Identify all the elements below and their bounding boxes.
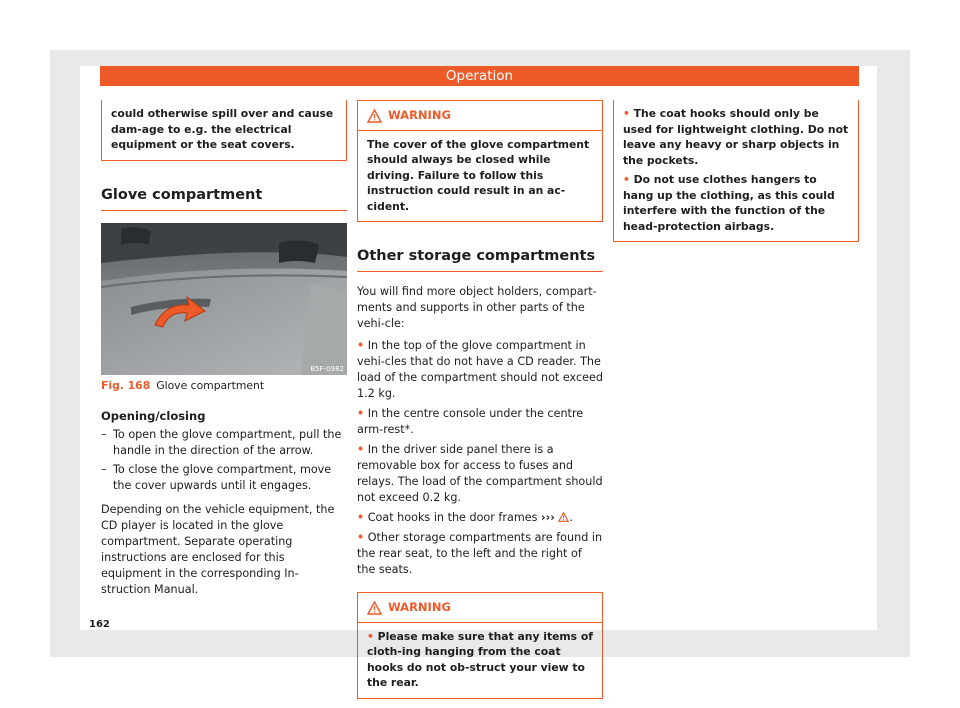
glove-compartment-photo (101, 223, 347, 375)
warning-text: The cover of the glove compartment should always be closed while driving. Failure to follow this instruction could result in an ac-cident. (367, 137, 590, 213)
warning-box (357, 592, 603, 699)
figure-code: B5F-0982 (310, 364, 344, 373)
dash-marker: – (101, 462, 107, 476)
warning-header (358, 599, 602, 623)
dash-marker: – (101, 427, 107, 441)
warning-triangle-icon (367, 109, 382, 123)
subheading-opening-closing: Opening/closing (101, 408, 206, 423)
list-item (101, 462, 347, 494)
bullet-text: The coat hooks should only be used for lightweight clothing. Do not leave any heavy or sharp objects in the pockets. (623, 107, 849, 167)
bullet-marker: • (623, 107, 630, 120)
bullet-text: Other storage compartments are found in the rear seat, to the left and the right of the seats. (357, 531, 603, 576)
column-1 (101, 100, 347, 604)
list-item (623, 172, 850, 234)
list-item (623, 106, 850, 168)
bullet-text: In the driver side panel there is a removable box for access to fuses and relays. The load of the compartment should not exceed 0.2 kg. (357, 443, 603, 504)
warning-triangle-icon (367, 601, 382, 615)
column-2 (357, 100, 603, 699)
list-item (357, 442, 603, 506)
figure-caption-text: Glove compartment (156, 378, 265, 392)
list-item (357, 406, 603, 438)
bullet-marker: • (623, 173, 630, 186)
bullet-text: Coat hooks in the door frames (367, 511, 538, 524)
page-number: 162 (89, 619, 110, 630)
bullet-marker: • (367, 629, 374, 643)
cross-reference-arrows[interactable]: ››› (541, 511, 555, 524)
list-item (101, 427, 347, 459)
figure-label: Fig. 168 (101, 378, 151, 392)
bullet-text: In the top of the glove compartment in vehi-cles that do not have a CD reader. The load of the compartment should not exceed 1.2 kg. (357, 339, 603, 400)
continued-warning-box (101, 100, 347, 161)
step-text: To close the glove compartment, move the cover upwards until it engages. (113, 462, 332, 492)
warning-triangle-icon (558, 512, 569, 522)
reference-end: . (569, 511, 573, 524)
bullet-text: Do not use clothes hangers to hang up the clothing, as this could interfere with the function of the head-protection airbags. (623, 173, 835, 233)
section-title-glove-compartment: Glove compartment (101, 187, 347, 211)
continued-warning-text: could otherwise spill over and cause dam-age to e.g. the electrical equipment or the seat covers. (111, 107, 334, 151)
bullet-marker: • (357, 407, 365, 420)
chapter-header: Operation (100, 66, 859, 86)
body-paragraph: Depending on the vehicle equipment, the CD player is located in the glove compartment. Separate operating instructions are enclosed for this equipment in the corresponding In-struction Manual. (101, 502, 335, 596)
section-title-other-storage: Other storage compartments (357, 248, 603, 272)
bullet-marker: • (357, 339, 365, 352)
list-item (357, 510, 603, 526)
bullet-marker: • (357, 511, 365, 524)
list-item (357, 338, 603, 402)
column-3 (613, 100, 859, 242)
bullet-text: In the centre console under the centre arm-rest*. (357, 407, 584, 436)
intro-paragraph: You will find more object holders, compart-ments and supports in other parts of the vehi-cle: (357, 285, 597, 330)
warning-text: Please make sure that any items of cloth-ing hanging from the coat hooks do not ob-struct your view to the rear. (367, 629, 593, 689)
step-text: To open the glove compartment, pull the handle in the direction of the arrow. (113, 427, 342, 457)
list-item (357, 530, 603, 578)
warning-box (357, 100, 603, 222)
figure-caption (101, 378, 347, 394)
continued-warning-box (613, 100, 859, 242)
glove-compartment-figure (101, 223, 347, 375)
bullet-marker: • (357, 531, 365, 544)
warning-header (358, 107, 602, 131)
bullet-marker: • (357, 443, 365, 456)
warning-title: WARNING (388, 600, 451, 614)
warning-title: WARNING (388, 108, 451, 122)
